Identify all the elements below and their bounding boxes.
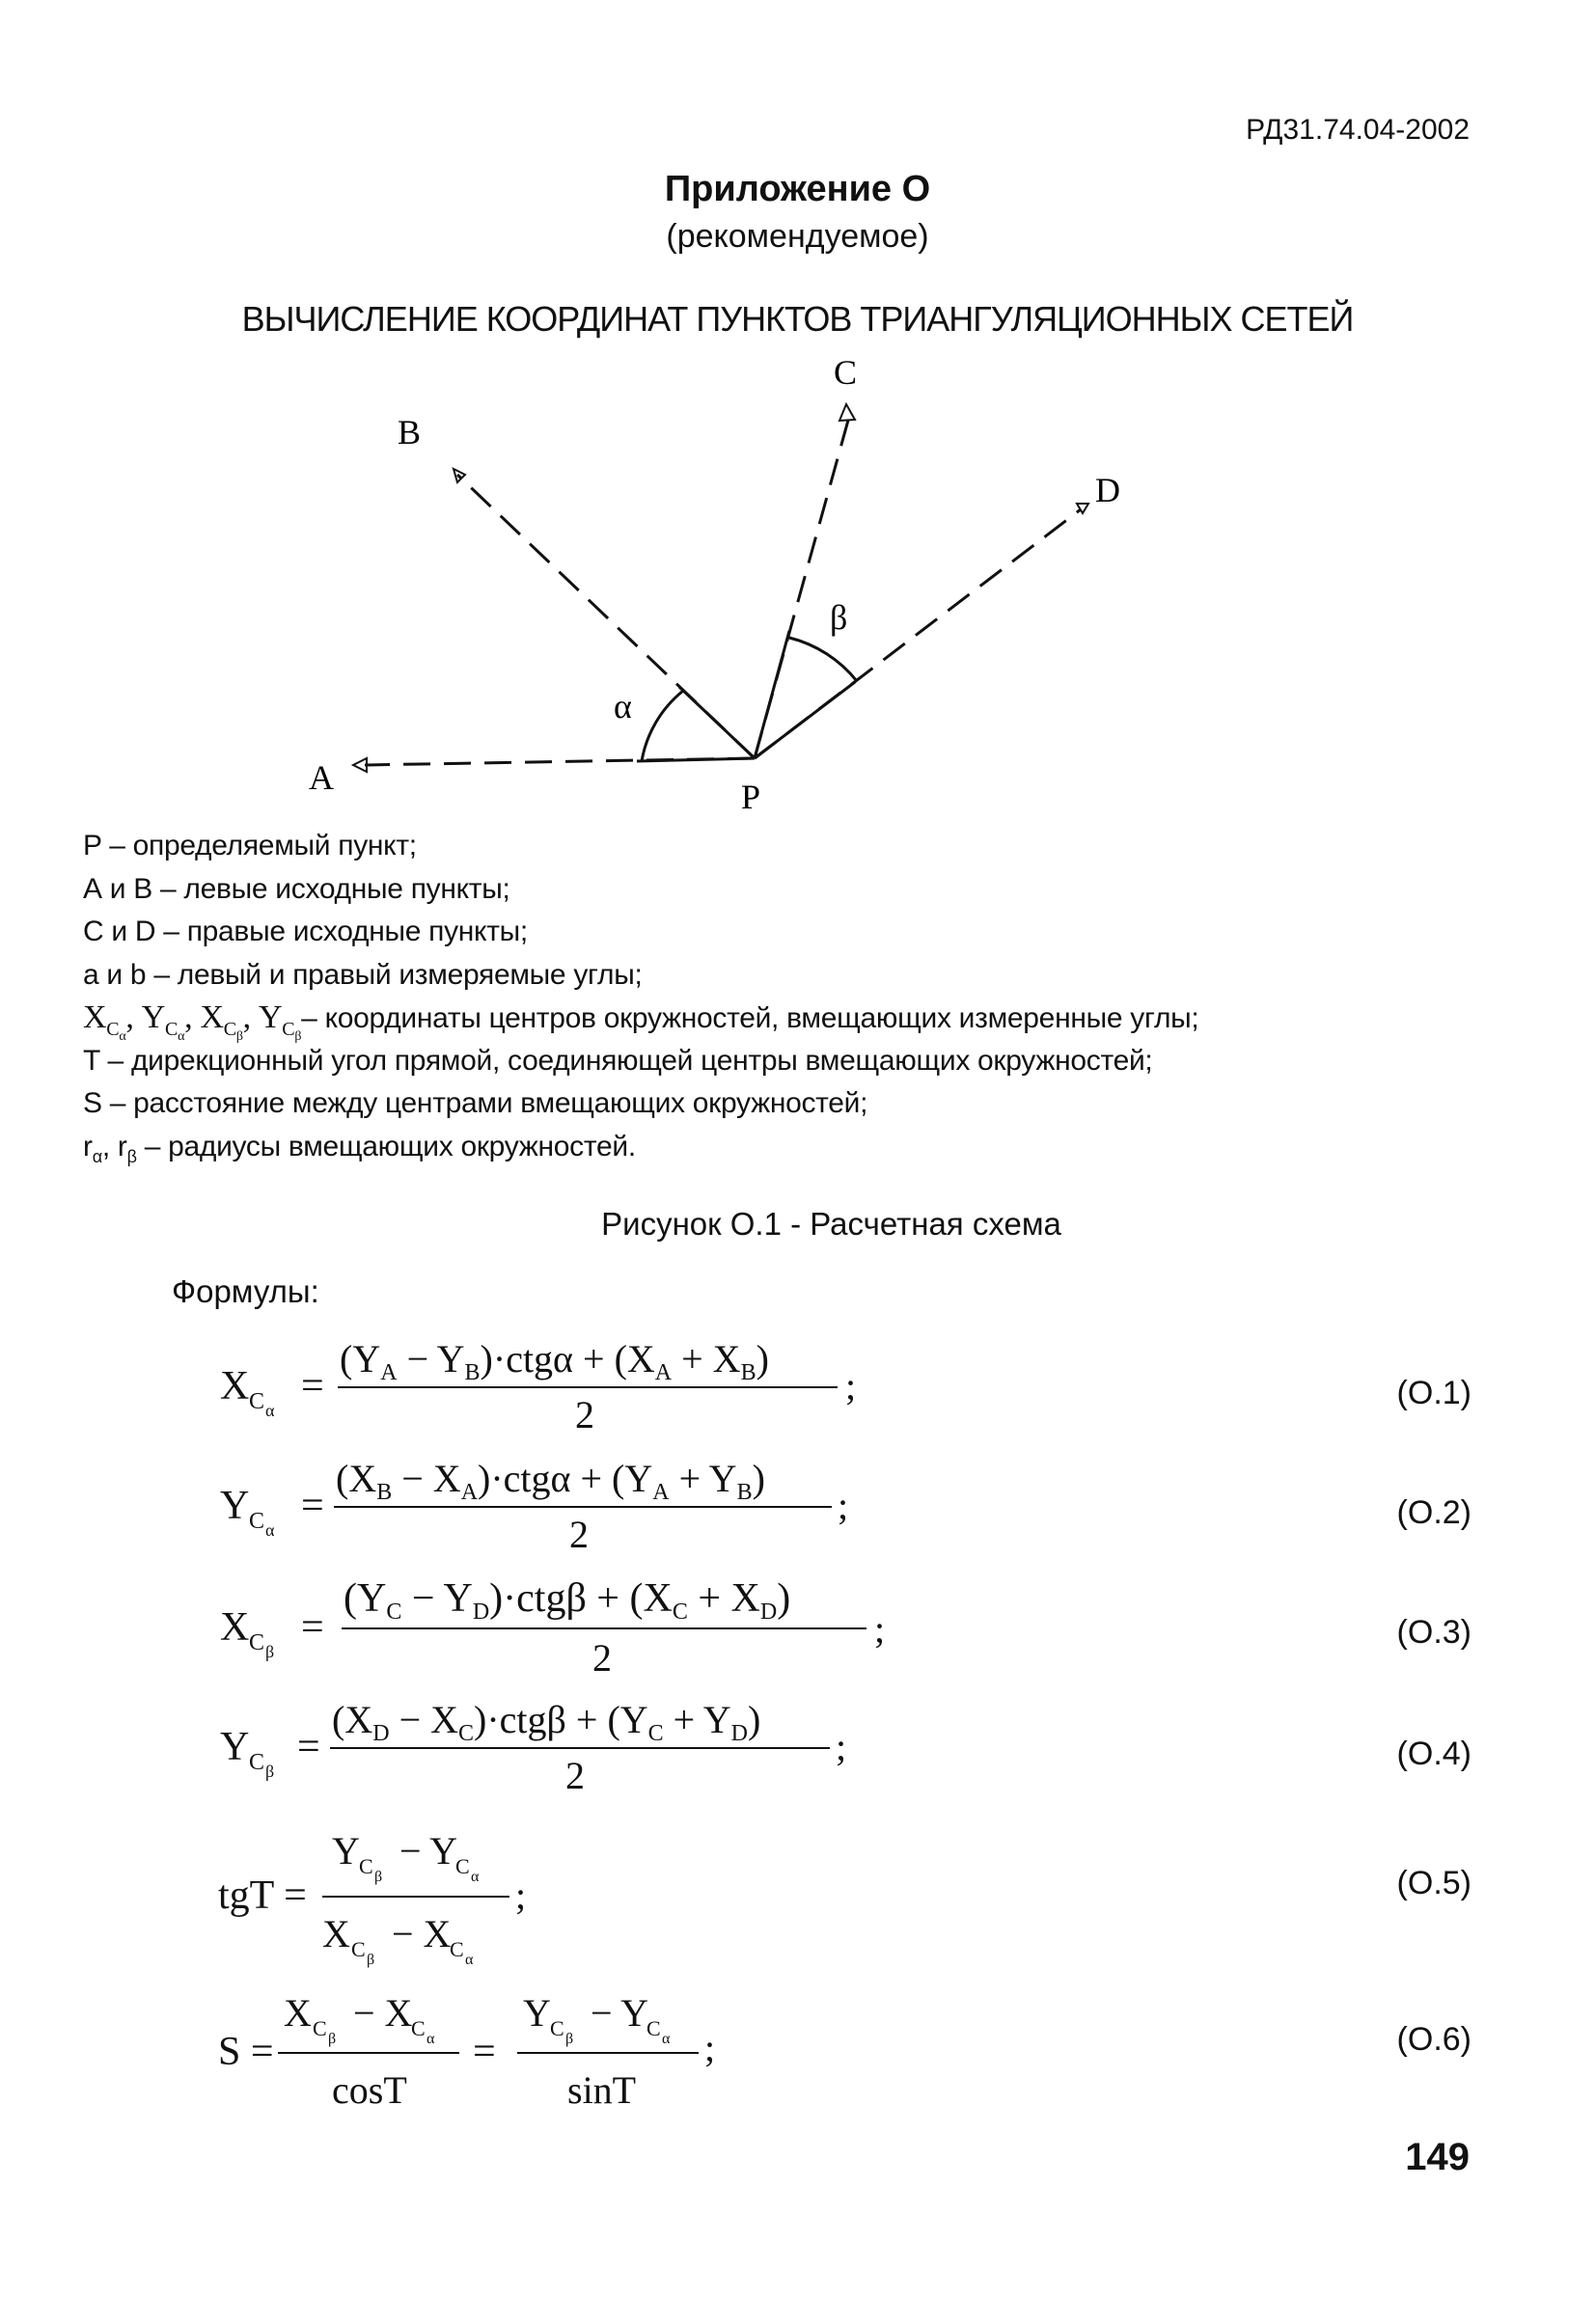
svg-text:sinT: sinT (567, 2068, 637, 2112)
svg-text:C: C (249, 1389, 265, 1414)
formula-o5 (218, 1829, 526, 1968)
svg-text:(YC − YD)·ctgβ + (XC + XD): (YC − YD)·ctgβ + (XC + XD) (344, 1576, 791, 1625)
svg-text:=: = (473, 2030, 496, 2074)
svg-text:C: C (455, 1854, 470, 1878)
legend-item-t: T – дирекционный угол прямой, соединяющей центры вмещающих окружностей; (83, 1044, 1153, 1077)
svg-text:X: X (220, 1605, 250, 1650)
svg-text:;: ; (838, 1484, 849, 1527)
svg-text:C: C (646, 2016, 661, 2040)
svg-text:Y: Y (332, 1829, 360, 1873)
appendix-subtitle: (рекомендуемое) (666, 218, 929, 255)
svg-text:=: = (301, 1364, 324, 1408)
point-b-label: B (398, 413, 422, 451)
formulas-label: Формулы: (172, 1273, 319, 1309)
formula-number-o3: (О.3) (1396, 1614, 1471, 1651)
svg-text:α: α (426, 2031, 435, 2047)
svg-text:Y: Y (523, 1991, 551, 2035)
radii-symbols: $r_\alpha$, $r_\beta$ (83, 1130, 137, 1166)
legend-item-cd: С и D – правые исходные пункты; (83, 916, 528, 947)
svg-text:− Y: − Y (591, 1991, 648, 2035)
svg-text:α: α (265, 1520, 275, 1540)
svg-text:(YA − YB)·ctgα + (XA + XB): $(Y_A - Y_B)\cdot ctg\alpha + (X_A + X_B)$ (340, 1337, 769, 1385)
formula-o1 (220, 1337, 856, 1436)
formula-number-o6: (О.6) (1396, 2021, 1471, 2058)
svg-text:C: C (450, 1937, 464, 1961)
svg-text:C: C (359, 1854, 373, 1878)
svg-text:β: β (565, 2031, 574, 2047)
appendix-title: Приложение О (664, 169, 931, 209)
triangulation-diagram (0, 0, 1595, 820)
svg-text:α: α (265, 1401, 275, 1420)
svg-text:α: α (465, 1952, 474, 1968)
svg-text:C: C (411, 2016, 426, 2040)
svg-text:(XD − XC)·ctgβ + (YC + YD): $(X_D - X_C)\cdot ctg\beta + (Y_C + Y_D)$ (332, 1698, 761, 1746)
formula-o4 (220, 1698, 846, 1797)
formulas-block (0, 1322, 1595, 2113)
svg-text:− X: − X (392, 1912, 452, 1955)
svg-text:β: β (367, 1952, 375, 1968)
formula-o6 (218, 1991, 715, 2112)
svg-text:C: C (313, 2016, 327, 2040)
formula-o3 (220, 1576, 885, 1680)
alpha-arc (642, 691, 683, 761)
alpha-label: α (614, 687, 632, 725)
centers-symbols: $X_{C_\alpha}$, $Y_{C_\alpha}$, $X_{C_\beta}$, $Y_{C_\beta}$ (83, 999, 302, 1044)
point-a-label: A (309, 758, 334, 797)
svg-text:β: β (328, 2031, 337, 2047)
svg-text:(XB − XA)·ctgα + (YA + YB): $(X_B - X_A)\cdot ctg\alpha + (Y_A + Y_B)$ (336, 1457, 765, 1505)
legend-item-centers (83, 997, 1199, 1044)
svg-text:=: = (301, 1484, 324, 1528)
svg-text:− Y: − Y (399, 1829, 457, 1873)
legend-item-ab: А и В – левые исходные пункты; (83, 872, 510, 905)
svg-text:− X: − X (353, 1991, 413, 2035)
svg-text:α: α (662, 2031, 671, 2047)
svg-text:;: ; (874, 1607, 886, 1651)
svg-text:2: 2 (592, 1636, 612, 1680)
svg-text:2: 2 (575, 1393, 594, 1436)
svg-text:α: α (471, 1869, 480, 1885)
svg-text:tgT =: tgT = (218, 1873, 307, 1918)
svg-text:C: C (249, 1509, 265, 1534)
svg-text:S =: S = (218, 2030, 274, 2074)
svg-text:;: ; (845, 1364, 857, 1408)
radii-description: – радиусы вмещающих окружностей. (144, 1130, 636, 1162)
section-title: ВЫЧИСЛЕНИЕ КООРДИНАТ ПУНКТОВ ТРИАНГУЛЯЦИОННЫХ СЕТЕЙ (241, 299, 1354, 339)
legend-item-p: P – определяемый пункт; (83, 830, 417, 861)
svg-text:C: C (249, 1630, 265, 1655)
svg-text:β: β (374, 1869, 383, 1885)
formula-number-o1: (О.1) (1396, 1375, 1471, 1411)
svg-text:;: ; (515, 1873, 527, 1917)
svg-text:=: = (301, 1605, 324, 1650)
svg-text:;: ; (704, 2026, 716, 2069)
point-c-label: C (834, 353, 858, 392)
beta-arc (789, 638, 857, 681)
svg-text:X: X (322, 1912, 350, 1955)
point-d-label: D (1095, 471, 1120, 509)
formula-number-o4: (О.4) (1396, 1736, 1471, 1772)
point-p-label: P (741, 778, 761, 816)
beta-label: β (830, 598, 848, 637)
svg-text:Y: Y (220, 1725, 250, 1769)
page-number: 149 (1405, 2136, 1470, 2178)
document-code: РД31.74.04-2002 (1246, 114, 1470, 146)
legend-item-angles: а и b – левый и правый измеряемые углы; (83, 958, 643, 991)
svg-text:C: C (351, 1937, 366, 1961)
svg-text:2: 2 (565, 1754, 585, 1797)
svg-text:C: C (550, 2016, 564, 2040)
legend-item-radii (83, 1126, 1198, 1169)
svg-text:=: = (297, 1725, 320, 1769)
legend (83, 825, 1198, 1168)
svg-text:X: X (284, 1991, 312, 2035)
point-a-marker (353, 758, 367, 772)
svg-text:2: 2 (569, 1513, 589, 1556)
svg-text:X: X (220, 1364, 250, 1408)
svg-text:;: ; (836, 1725, 847, 1768)
formula-o2 (220, 1457, 848, 1556)
svg-text:C: C (249, 1750, 265, 1775)
svg-text:cosT: cosT (332, 2068, 407, 2112)
svg-text:Y: Y (220, 1484, 250, 1528)
svg-text:β: β (265, 1642, 275, 1661)
formula-number-o5: (О.5) (1396, 1865, 1471, 1901)
centers-description: – координаты центров окружностей, вмещающих измеренные углы; (301, 1002, 1199, 1034)
formula-number-o2: (О.2) (1396, 1494, 1471, 1531)
svg-text:β: β (265, 1762, 275, 1781)
figure-caption: Рисунок О.1 - Расчетная схема (601, 1206, 1061, 1242)
legend-item-s: S – расстояние между центрами вмещающих окружностей; (83, 1087, 868, 1119)
point-c-marker (839, 404, 855, 421)
